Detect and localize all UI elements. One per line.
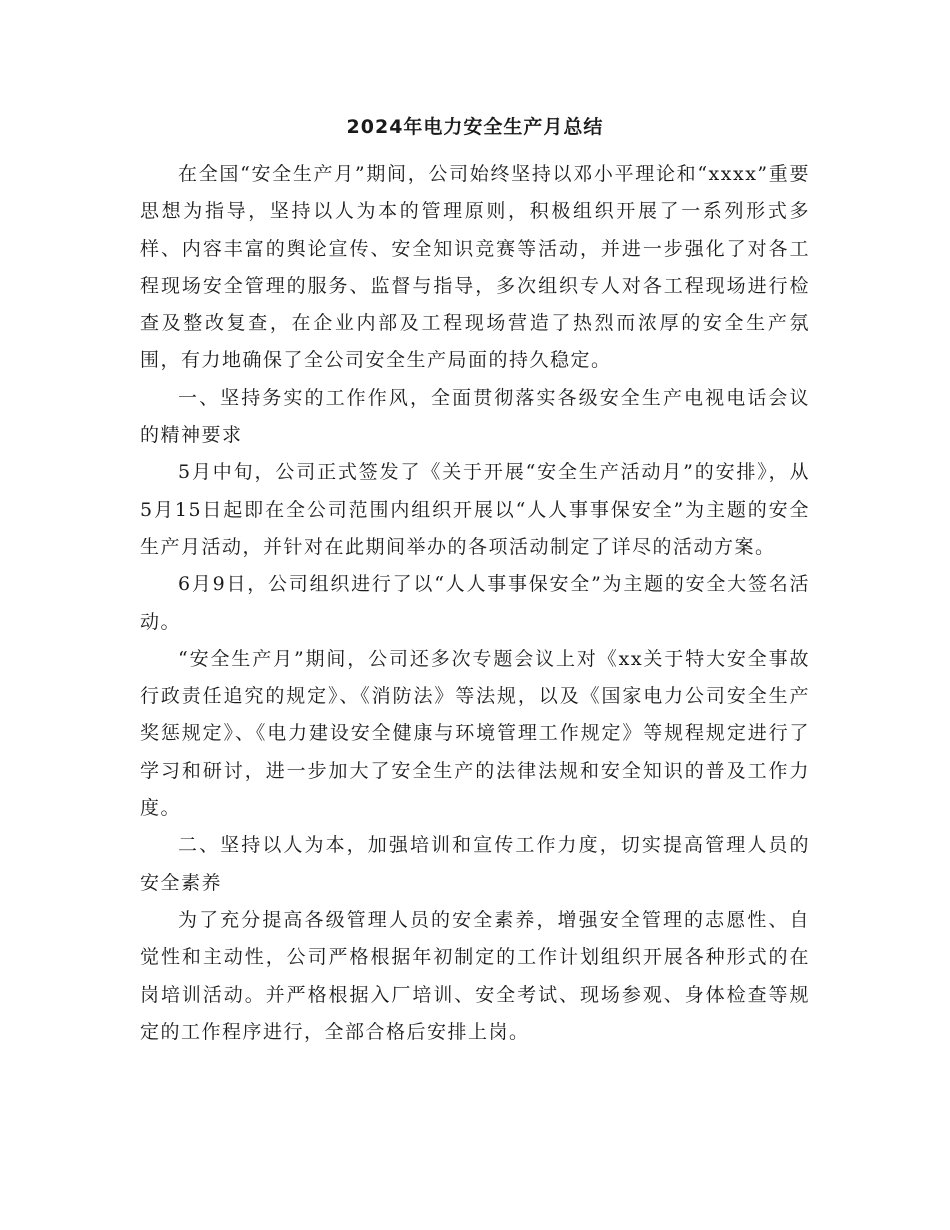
document-title: 2024年电力安全生产月总结 (346, 116, 604, 138)
paragraph-may-arrangement: 5月中旬，公司正式签发了《关于开展“安全生产活动月”的安排》，从5月15日起即在全公司范围内组织开展以“人人事事保安全”为主题的安全生产月活动，并针对在此期间举办的各项活动制定了详尽的活动方案。 (140, 461, 810, 558)
section-heading-1: 一、坚持务实的工作作风，全面贯彻落实各级安全生产电视电话会议的精神要求 (140, 386, 810, 447)
paragraph-june-signing: 6月9日，公司组织进行了以“人人事事保安全”为主题的安全大签名活动。 (140, 573, 810, 633)
paragraph-regulation-study: “安全生产月”期间，公司还多次专题会议上对《xx关于特大安全事故行政责任追究的规定》、《消防法》等法规，以及《国家电力公司安全生产奖惩规定》、《电力建设安全健康与环境管理工作规定》等规程规定进行了学习和研讨，进一步加大了安全生产的法律法规和安全知识的普及工作力度。 (140, 647, 810, 820)
section-heading-2: 二、坚持以人为本，加强培训和宣传工作力度，切实提高管理人员的安全素养 (140, 834, 810, 894)
document-body (140, 156, 810, 1051)
paragraph-training: 为了充分提高各级管理人员的安全素养，增强安全管理的志愿性、自觉性和主动性，公司严格根据年初制定的工作计划组织开展各种形式的在岗培训活动。并严格根据入厂培训、安全考试、现场参观、身体检查等规定的工作程序进行，全部合格后安排上岗。 (140, 908, 810, 1043)
paragraph-intro: 在全国“安全生产月”期间，公司始终坚持以邓小平理论和“xxxx”重要思想为指导，坚持以人为本的管理原则，积极组织开展了一系列形式多样、内容丰富的舆论宣传、安全知识竞赛等活动，并进一步强化了对各工程现场安全管理的服务、监督与指导，多次组织专人对各工程现场进行检查及整改复查，在企业内部及工程现场营造了热烈而浓厚的安全生产氛围，有力地确保了全公司安全生产局面的持久稳定。 (140, 163, 810, 372)
